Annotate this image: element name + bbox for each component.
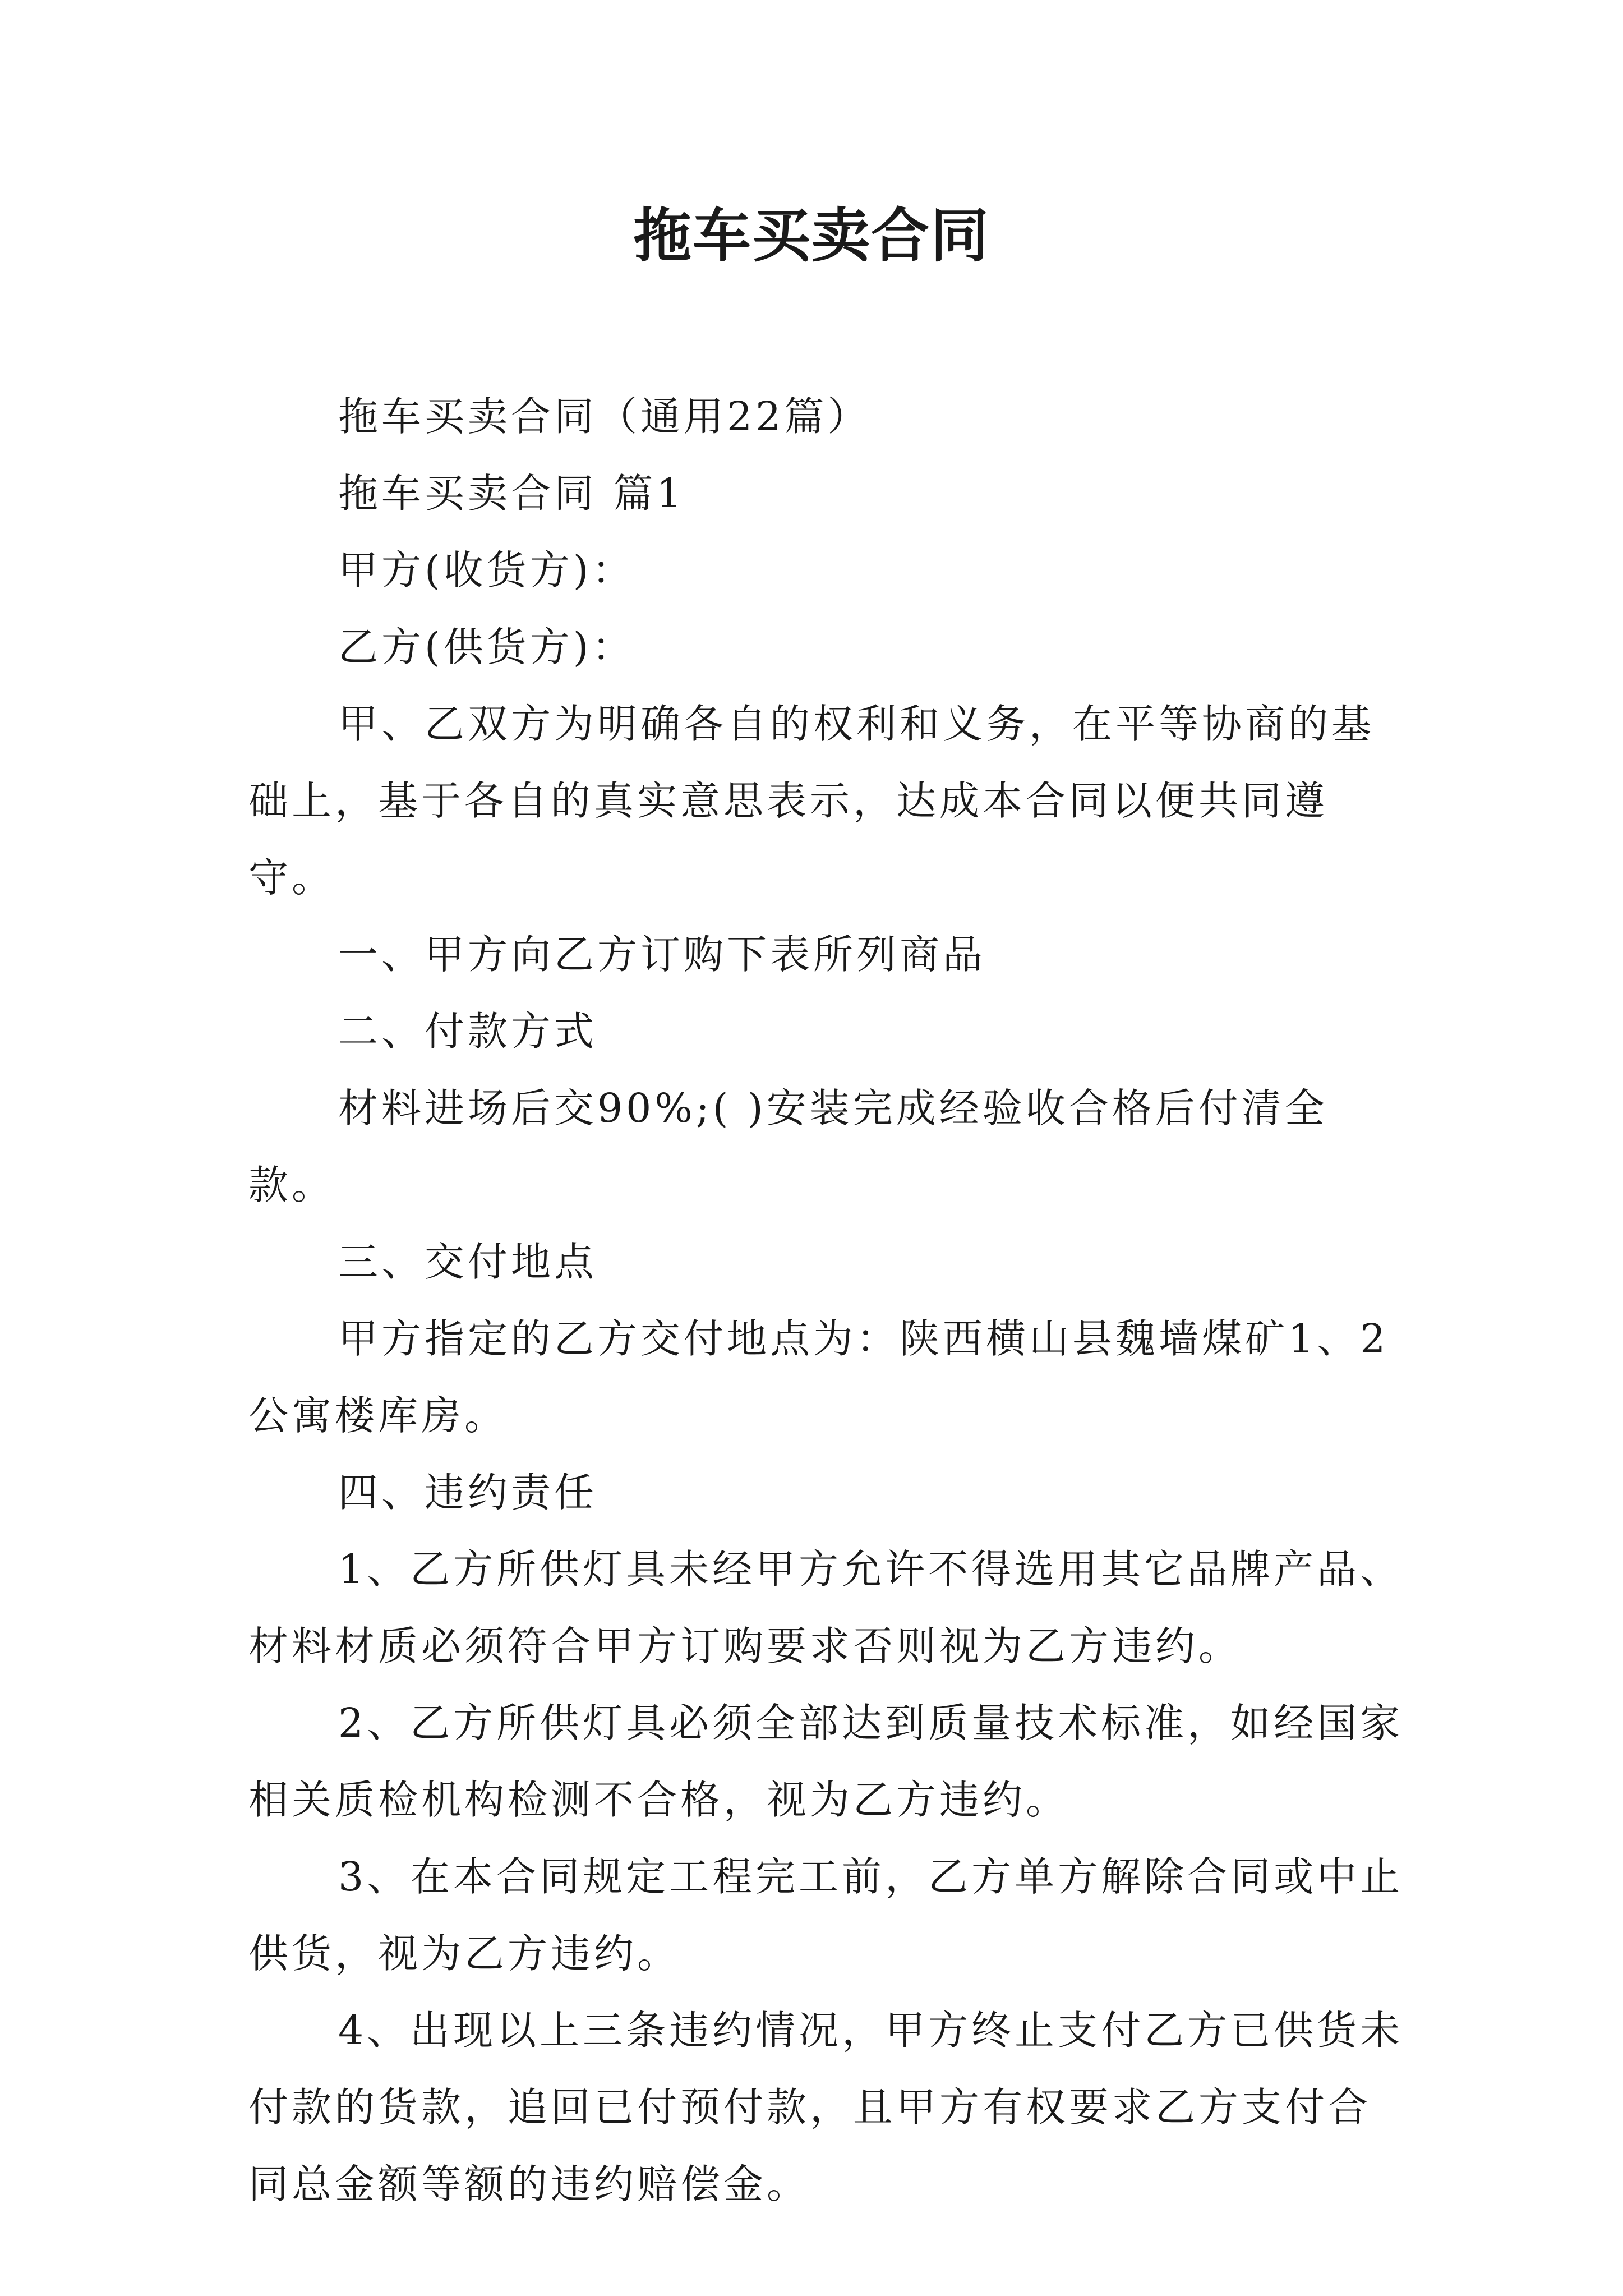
payment-terms-paragraph: 材料进场后交90%;( )安装完成经验收合格后付清全款。 bbox=[248, 1085, 1328, 1208]
clause-2-heading: 二、付款方式 bbox=[338, 1008, 598, 1055]
document-title: 拖车买卖合同 bbox=[633, 201, 990, 270]
preamble-paragraph: 甲、乙双方为明确各自的权利和义务，在平等协商的基础上，基于各自的真实意思表示，达成本合同以便共同遵守。 bbox=[248, 701, 1375, 901]
breach-item-2: 2、乙方所供灯具必须全部达到质量技术标准，如经国家相关质检机构检测不合格，视为乙方违约。 bbox=[248, 1700, 1404, 1823]
clause-4-heading: 四、违约责任 bbox=[338, 1469, 598, 1516]
document-body bbox=[248, 378, 1404, 2223]
breach-item-1: 1、乙方所供灯具未经甲方允许不得选用其它品牌产品、材料材质必须符合甲方订购要求否则视为乙方违约。 bbox=[248, 1546, 1404, 1669]
section-heading: 拖车买卖合同 篇1 bbox=[338, 470, 685, 517]
delivery-location-paragraph: 甲方指定的乙方交付地点为：陕西横山县魏墙煤矿1、2公寓楼库房。 bbox=[248, 1315, 1389, 1439]
clause-1-heading: 一、甲方向乙方订购下表所列商品 bbox=[338, 931, 986, 978]
party-a-line: 甲方(收货方)： bbox=[338, 547, 635, 593]
subtitle-paragraph: 拖车买卖合同（通用22篇） bbox=[338, 393, 871, 440]
breach-item-4: 4、出现以上三条违约情况，甲方终止支付乙方已供货未付款的货款，追回已付预付款，且甲方有权要求乙方支付合同总金额等额的违约赔偿金。 bbox=[248, 2007, 1404, 2207]
breach-item-3: 3、在本合同规定工程完工前，乙方单方解除合同或中止供货，视为乙方违约。 bbox=[248, 1853, 1404, 1977]
clause-3-heading: 三、交付地点 bbox=[338, 1239, 598, 1285]
party-b-line: 乙方(供货方)： bbox=[338, 624, 635, 670]
